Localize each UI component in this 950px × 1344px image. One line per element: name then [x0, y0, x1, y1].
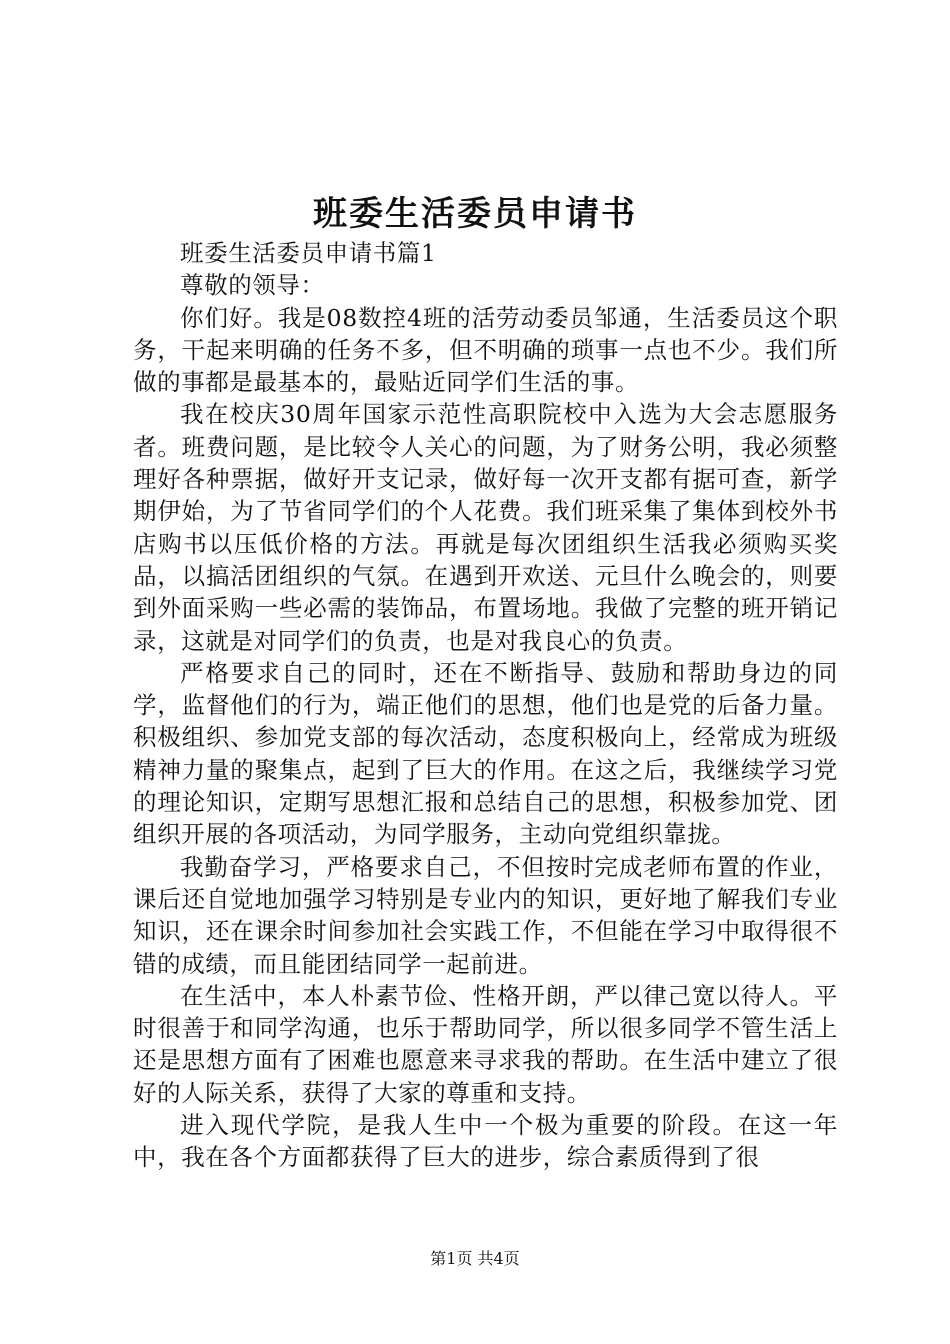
- paragraph: 严格要求自己的同时，还在不断指导、鼓励和帮助身边的同学，监督他们的行为，端正他们的思想，他们也是党的后备力量。积极组织、参加党支部的每次活动，态度积极向上，经常成为班级精神力量的聚集点，起到了巨大的作用。在这之后，我继续学习党的理论知识，定期写思想汇报和总结自己的思想，积极参加党、团组织开展的各项活动，为同学服务，主动向党组织靠拢。: [133, 658, 838, 849]
- salutation: 尊敬的领导：: [180, 271, 325, 300]
- paragraph: 进入现代学院，是我人生中一个极为重要的阶段。在这一年中，我在各个方面都获得了巨大的进步，综合素质得到了很: [133, 1111, 838, 1172]
- section-heading: 班委生活委员申请书篇1: [180, 239, 437, 267]
- page-number-footer: 第1页 共4页: [430, 1249, 520, 1268]
- document-body: [133, 237, 838, 1174]
- paragraph: 我在校庆30周年国家示范性高职院校中入选为大会志愿服务者。班费问题，是比较令人关心的问题，为了财务公明，我必须整理好各种票据，做好开支记录，做好每一次开支都有据可查，新学期伊始，为了节省同学们的个人花费。我们班采集了集体到校外书店购书以压低价格的方法。再就是每次团组织生活我必须购买奖品，以搞活团组织的气氛。在遇到开欢送、元旦什么晚会的，则要到外面采购一些必需的装饰品，布置场地。我做了完整的班开销记录，这就是对同学们的负责，也是对我良心的负责。: [133, 400, 838, 655]
- paragraph: 我勤奋学习，严格要求自己，不但按时完成老师布置的作业，课后还自觉地加强学习特别是专业内的知识，更好地了解我们专业知识，还在课余时间参加社会实践工作，不但能在学习中取得很不错的成绩，而且能团结同学一起前进。: [133, 852, 838, 978]
- document-title: 班委生活委员申请书: [313, 194, 637, 234]
- paragraph: 你们好。我是08数控4班的活劳动委员邹通，生活委员这个职务，干起来明确的任务不多，但不明确的琐事一点也不少。我们所做的事都是最基本的，最贴近同学们生活的事。: [133, 303, 838, 397]
- paragraph: 在生活中，本人朴素节俭、性格开朗，严以律己宽以待人。平时很善于和同学沟通，也乐于帮助同学，所以很多同学不管生活上还是思想方面有了困难也愿意来寻求我的帮助。在生活中建立了很好的人际关系，获得了大家的尊重和支持。: [133, 981, 838, 1107]
